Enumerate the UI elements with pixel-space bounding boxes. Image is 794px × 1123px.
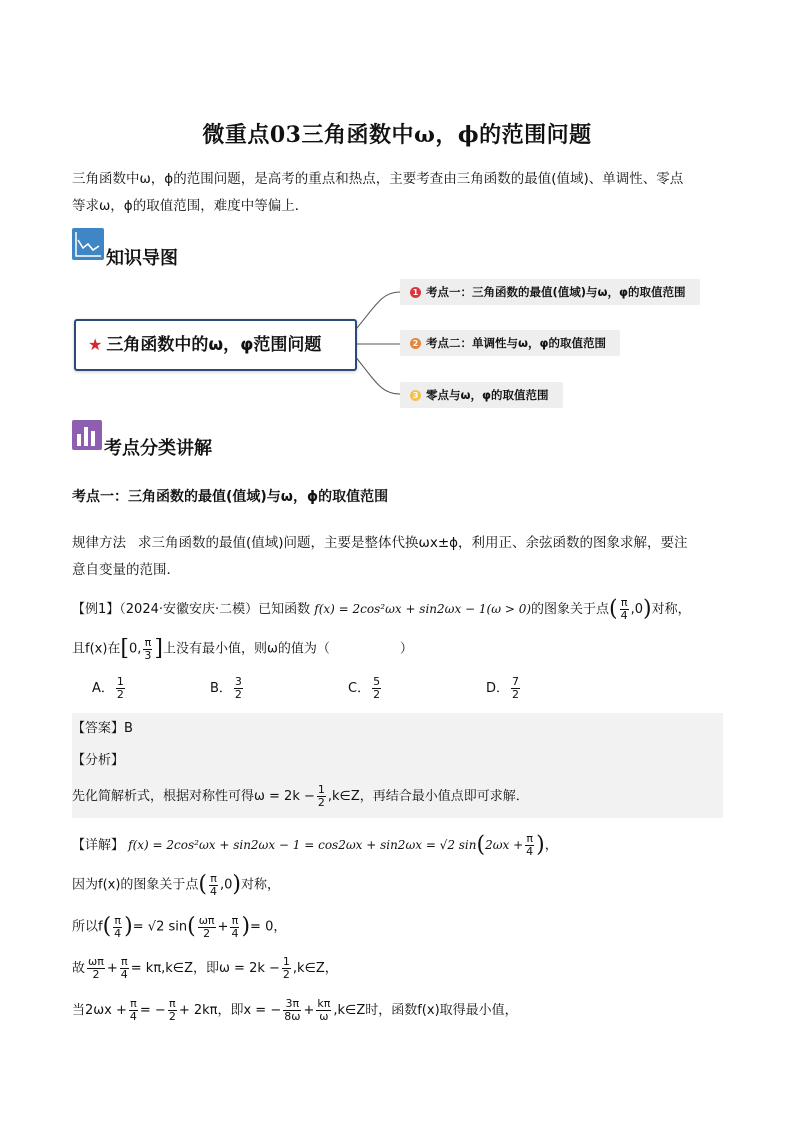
analysis-text-b: ,k∈Z，再结合最小值点即可求解．: [327, 789, 529, 804]
frac-num: π: [210, 871, 217, 885]
intro-paragraph: [72, 166, 732, 220]
number-3-icon: 3: [410, 390, 421, 401]
frac-den: ω: [319, 1010, 329, 1023]
mindmap-node-2: [400, 330, 620, 356]
step-text: 因为f(x)的图象关于点: [72, 877, 199, 893]
frac-num: 5: [373, 675, 381, 688]
analysis-text-a: 先化简解析式，根据对称性可得ω = 2k −: [72, 789, 315, 804]
option-label: D．: [486, 681, 510, 696]
step-3: 故 $\frac{\omega\pi}{2}$ + $\frac{\pi}{4}$ = kπ,k∈Z，即ω = 2k − $\frac{1}{2}$ ,k∈Z，: [72, 955, 338, 981]
step-text: ,k∈Z时，函数f(x)取得最小值，: [333, 1003, 518, 1018]
frac-num: kπ: [317, 997, 331, 1010]
frac-num: π: [231, 913, 239, 927]
number-1-icon: 1: [410, 287, 421, 298]
mindmap-node-3-label: 零点与ω，φ的取值范围: [426, 388, 549, 402]
detail-equation: f(x) = 2cos²ωx + sin2ωx − 1 = cos2ωx + sin2ωx = √2 sin: [128, 838, 477, 852]
method-label: 规律方法: [72, 535, 126, 551]
frac-num: π: [114, 913, 121, 927]
answer: 【答案】B: [72, 721, 133, 736]
example-1-line-2: 且f(x)在[0, $\frac{\pi}{3}$ ]上没有最小值，则ω的值为（ ）: [72, 635, 413, 662]
bar-chart-icon: [72, 420, 102, 450]
number-2-icon: 2: [410, 338, 421, 349]
frac-num: π: [526, 832, 533, 845]
frac-den: 2: [373, 688, 381, 701]
frac-num: 1: [317, 783, 325, 796]
step-1: 因为f(x)的图象关于点( $\frac{\pi}{4}$ ,0)对称，: [72, 871, 281, 898]
frac-num: 1: [282, 955, 290, 968]
frac-den: 4: [120, 968, 128, 981]
frac-den: 4: [526, 845, 534, 858]
analysis-text: [72, 782, 529, 812]
example-text: 的图象关于点: [531, 602, 610, 617]
option-label: A．: [92, 681, 114, 696]
method-paragraph: [72, 530, 732, 584]
intro-line-1: 三角函数中ω，ϕ的范围问题，是高考的重点和热点，主要考查由三角函数的最值(值域)、单调性、零点: [72, 171, 684, 187]
example-1-line-1: 【例1】（2024·安徽安庆·二模）已知函数 f(x) = 2cos²ωx + sin2ωx − 1(ω > 0)的图象关于点( $\frac{\pi}{4}$ ,0)对称，: [72, 596, 691, 622]
frac-den: 8ω: [284, 1010, 301, 1023]
frac-den: 4: [210, 884, 218, 898]
frac-den: 2: [92, 968, 100, 981]
example-text: 对称，: [651, 602, 691, 617]
frac-num: π: [620, 596, 628, 609]
intro-line-2: 等求ω，ϕ的取值范围，难度中等偏上．: [72, 198, 309, 214]
section-points: 考点分类讲解: [104, 438, 212, 459]
detail-tail: ，: [544, 838, 558, 853]
step-text: = √2 sin: [132, 919, 188, 935]
frac-num: π: [169, 997, 176, 1010]
step-4: 当2ωx + $\frac{\pi}{4}$ = − $\frac{\pi}{2}$ + 2kπ，即x = − $\frac{3\pi}{8\omega}$ + $\frac{k\pi}{\omega}$ ,k∈Z时，函数f(x)取得最小值，: [72, 997, 518, 1023]
example-text: 上没有最小值，则ω的值为（: [163, 641, 330, 657]
method-line-2: 意自变量的范围．: [72, 562, 180, 578]
point-y: ,0: [220, 877, 233, 893]
point-y: ,0: [630, 602, 644, 617]
mindmap-root-label: 三角函数中的ω，φ范围问题: [106, 335, 322, 355]
frac-num: π: [130, 997, 137, 1010]
frac-den: 4: [620, 609, 628, 622]
frac-den: 2: [234, 688, 242, 701]
option-a[interactable]: [92, 676, 127, 701]
frac-den: 2: [317, 796, 325, 809]
chart-line-icon: [72, 228, 104, 260]
mindmap-root-node: [74, 319, 357, 371]
frac-den: 4: [129, 1010, 137, 1023]
frac-den: 2: [203, 926, 211, 940]
mindmap-node-3: [400, 382, 563, 408]
frac-num: π: [144, 635, 152, 649]
step-text: 对称，: [241, 877, 281, 893]
step-text: 故: [72, 961, 86, 976]
step-text: = −: [139, 1003, 166, 1018]
frac-num: ωπ: [88, 955, 104, 968]
mindmap-node-1-label: 考点一：三角函数的最值(值域)与ω，φ的取值范围: [426, 285, 686, 299]
option-b[interactable]: [210, 676, 245, 701]
option-d[interactable]: [486, 676, 522, 701]
inner-expr: 2ωx +: [485, 838, 524, 852]
method-line-1: 求三角函数的最值(值域)问题，主要是整体代换ωx±ϕ，利用正、余弦函数的图象求解，要注: [138, 535, 688, 551]
frac-den: 3: [144, 648, 152, 662]
step-text: = kπ,k∈Z，即ω = 2k −: [130, 961, 280, 976]
frac-den: 4: [114, 926, 122, 940]
page-title: 微重点03三角函数中ω，ϕ的范围问题: [202, 122, 592, 148]
option-label: C．: [348, 681, 371, 696]
example-text: ）: [399, 641, 413, 657]
frac-den: 4: [231, 926, 239, 940]
frac-num: π: [120, 955, 128, 968]
step-text: ,k∈Z，: [292, 961, 338, 976]
example-function: f(x) = 2cos²ωx + sin2ωx − 1(ω > 0): [314, 602, 532, 616]
step-2: 所以f( $\frac{\pi}{4}$ )= √2 sin( $\frac{\omega\pi}{2}$ + $\frac{\pi}{4}$ )= 0，: [72, 913, 287, 940]
frac-num: 3π: [283, 998, 301, 1011]
detail-label: 【详解】: [72, 838, 125, 853]
frac-num: 1: [116, 675, 124, 688]
frac-num: 3: [234, 675, 242, 688]
interval-start: 0,: [129, 641, 142, 657]
detail-line: 【详解】 f(x) = 2cos²ωx + sin2ωx − 1 = cos2ωx + sin2ωx = √2 sin(2ωx + $\frac{\pi}{4}$ )，: [72, 832, 558, 858]
option-label: B．: [210, 681, 232, 696]
step-text: 所以f: [72, 919, 103, 935]
frac-den: 2: [116, 688, 124, 701]
step-text: = 0，: [250, 919, 287, 935]
point-1-title: 考点一：三角函数的最值(值域)与ω，ϕ的取值范围: [72, 489, 389, 505]
example-head: 【例1】（2024·安徽安庆·二模）已知函数: [72, 602, 311, 617]
frac-num: 7: [512, 675, 520, 688]
frac-den: 2: [168, 1010, 176, 1023]
star-icon: ★: [88, 335, 103, 354]
frac-den: 2: [512, 688, 520, 701]
example-text: 且f(x)在: [72, 641, 121, 657]
mindmap-node-1: [400, 279, 700, 305]
step-text: + 2kπ，即x = −: [178, 1003, 282, 1018]
option-c[interactable]: [348, 676, 383, 701]
frac-num: ωπ: [198, 913, 215, 927]
step-text: 当2ωx +: [72, 1003, 127, 1018]
analysis-label: 【分析】: [72, 753, 125, 768]
section-knowledge-map: 知识导图: [106, 248, 178, 269]
mindmap-node-2-label: 考点二：单调性与ω，φ的取值范围: [426, 336, 606, 350]
frac-den: 2: [282, 968, 290, 981]
